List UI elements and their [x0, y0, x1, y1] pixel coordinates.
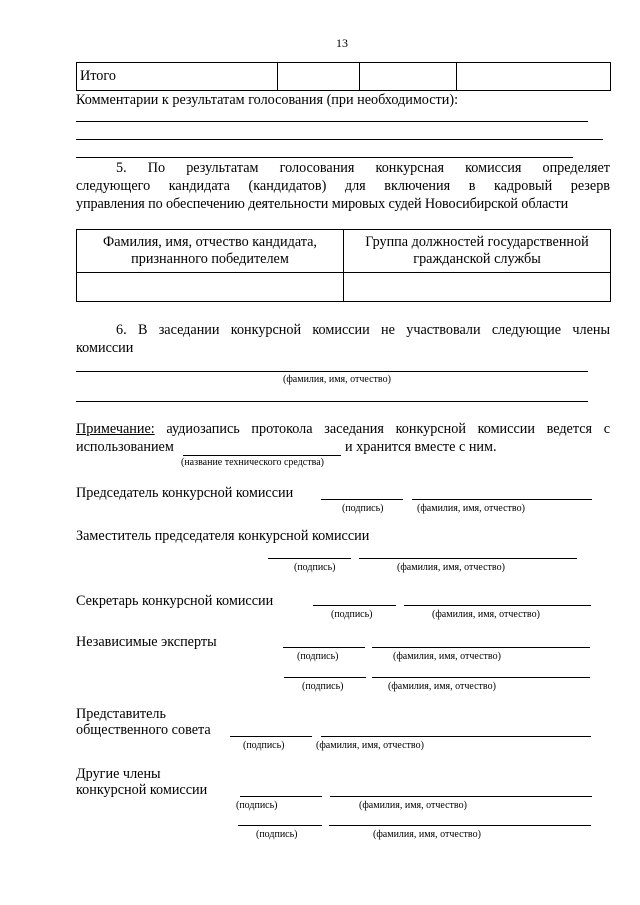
absent-members-caption: (фамилия, имя, отчество): [283, 374, 391, 385]
comment-line: [76, 157, 573, 158]
signature-line: [284, 677, 366, 678]
name-line: [372, 647, 590, 648]
totals-table: [76, 62, 611, 91]
signature-line: [321, 499, 403, 500]
winners-cell: [77, 273, 344, 302]
chairman-label: Председатель конкурсной комиссии: [76, 485, 294, 501]
other-members-label-line2: конкурсной комиссии: [76, 782, 208, 798]
signature-line: [313, 605, 396, 606]
comments-label: Комментарии к результатам голосования (при необходимости):: [76, 92, 459, 108]
signature-caption: (подпись): [302, 681, 344, 692]
winners-header-group-line2: гражданской службы: [413, 251, 541, 267]
page-number: 13: [336, 36, 348, 50]
experts-label: Независимые эксперты: [76, 634, 217, 650]
signature-caption: (подпись): [294, 562, 336, 573]
totals-label: Итого: [80, 68, 116, 84]
signature-line: [240, 796, 322, 797]
totals-cell: [360, 63, 457, 91]
comment-line: [76, 139, 603, 140]
name-caption: (фамилия, имя, отчество): [432, 609, 540, 620]
signature-caption: (подпись): [256, 829, 298, 840]
name-line: [404, 605, 591, 606]
deputy-label: Заместитель председателя конкурсной комиссии: [76, 528, 370, 544]
absent-members-line: [76, 401, 588, 402]
signature-caption: (подпись): [243, 740, 285, 751]
name-line: [329, 825, 591, 826]
comment-line: [76, 121, 588, 122]
totals-cell: [278, 63, 360, 91]
section5-line1: 5. По результатам голосования конкурсная комиссия определяет: [116, 160, 610, 176]
name-line: [330, 796, 592, 797]
signature-caption: (подпись): [297, 651, 339, 662]
name-line: [372, 677, 590, 678]
signature-caption: (подпись): [236, 800, 278, 811]
name-caption: (фамилия, имя, отчество): [388, 681, 496, 692]
signature-line: [238, 825, 322, 826]
name-caption: (фамилия, имя, отчество): [359, 800, 467, 811]
totals-cell: [457, 63, 611, 91]
signature-caption: (подпись): [331, 609, 373, 620]
signature-line: [283, 647, 365, 648]
winners-header-group-line1: Группа должностей государственной: [365, 234, 589, 250]
name-line: [321, 736, 591, 737]
name-caption: (фамилия, имя, отчество): [397, 562, 505, 573]
note-line2-end: и хранится вместе с ним.: [345, 439, 497, 455]
section5-line2: следующего кандидата (кандидатов) для включения в кадровый резерв: [76, 178, 610, 194]
secretary-label: Секретарь конкурсной комиссии: [76, 593, 274, 609]
note-line1: [76, 421, 610, 438]
name-line: [412, 499, 592, 500]
note-text: аудиозапись протокола заседания конкурсной комиссии ведется с: [154, 421, 610, 437]
note-label: Примечание:: [76, 421, 155, 437]
winners-cell: [344, 273, 611, 302]
section5-line3: управления по обеспечению деятельности мировых судей Новосибирской области: [76, 196, 569, 212]
absent-members-line: [76, 371, 588, 372]
name-caption: (фамилия, имя, отчество): [417, 503, 525, 514]
name-caption: (фамилия, имя, отчество): [393, 651, 501, 662]
totals-label-cell: [77, 63, 278, 91]
signature-line: [268, 558, 351, 559]
name-caption: (фамилия, имя, отчество): [373, 829, 481, 840]
name-line: [359, 558, 577, 559]
public-council-label-line1: Представитель: [76, 706, 166, 722]
winners-header-name: [77, 230, 344, 273]
winners-table: [76, 229, 611, 302]
other-members-label-line1: Другие члены: [76, 766, 161, 782]
name-caption: (фамилия, имя, отчество): [316, 740, 424, 751]
section6-line1: 6. В заседании конкурсной комиссии не участвовали следующие члены: [116, 322, 610, 338]
signature-caption: (подпись): [342, 503, 384, 514]
public-council-label-line2: общественного совета: [76, 722, 211, 738]
winners-header-name-line1: Фамилия, имя, отчество кандидата,: [103, 234, 317, 250]
winners-header-group: [344, 230, 611, 273]
signature-line: [230, 736, 312, 737]
section6-line2: комиссии: [76, 340, 134, 356]
technical-means-line: [183, 455, 341, 456]
winners-header-name-line2: признанного победителем: [131, 251, 289, 267]
technical-means-caption: (название технического средства): [181, 457, 324, 468]
note-line2-start: использованием: [76, 439, 174, 455]
